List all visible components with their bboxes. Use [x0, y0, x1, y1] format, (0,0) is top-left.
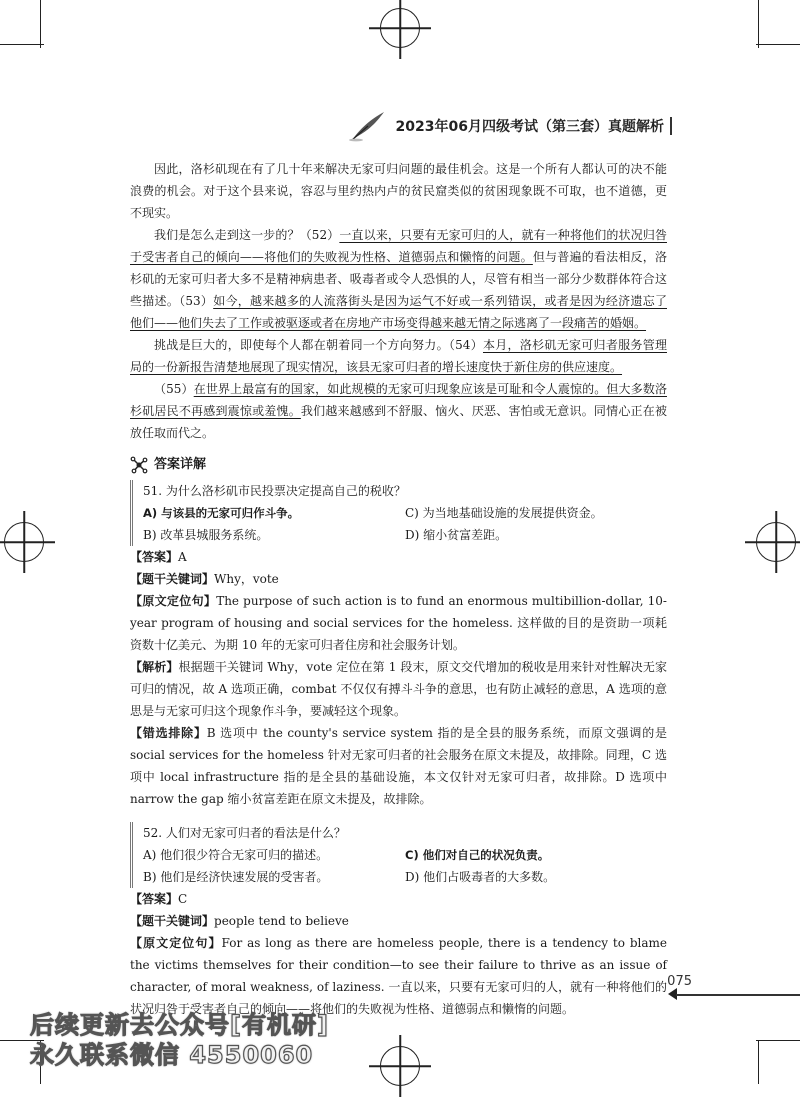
keyword-value: Why，vote	[214, 572, 279, 586]
analysis-label: 【解析】	[130, 660, 179, 674]
passage-paragraph: 因此，洛杉矶现在有了几十年来解决无家可归问题的最佳机会。这是一个所有人都认可的决不能浪费的机会。对于这个县来说，容忍与里约热内卢的贫民窟类似的贫困现象既不可取，也不道德，更不现实。	[130, 162, 667, 220]
locator-text: For as long as there are homeless people, there is a tendency to blame the victims themselves for their condition—to see their failure to thrive as an issue of character, of moral weakness, of laziness. 一直以来，只要有无家可归的人，就有一种将他们的状况归咎于受害者自己的倾向——将他们的失败视为性格、道德弱点和懒惰的问题。	[130, 936, 667, 1016]
options-grid	[143, 502, 667, 546]
crop-mark	[758, 1040, 759, 1084]
main-content	[130, 158, 667, 1020]
locator-label: 【原文定位句】	[130, 594, 217, 608]
keyword-line	[130, 568, 667, 590]
registration-mark	[756, 522, 796, 562]
question-stem: 52. 人们对无家可归者的看法是什么？	[143, 826, 346, 840]
keyword-line	[130, 910, 667, 932]
crop-mark	[40, 0, 41, 48]
option-d: D) 他们占吸毒者的大多数。	[405, 870, 556, 884]
header-title: 2023年06月四级考试（第三套）真题解析	[395, 119, 664, 135]
header-divider	[670, 117, 672, 135]
answer-label: 【答案】	[130, 550, 179, 564]
locator-text: The purpose of such action is to fund an enormous multibillion-dollar, 10-year program of housing and social services for the homeless. 这样做的目的是资助一项耗资数十亿美元、为期 10 年的无家可归者住房和社会服务计划。	[130, 594, 667, 652]
options-grid	[143, 844, 667, 888]
option-a: A) 他们很少符合无家可归的描述。	[143, 848, 329, 862]
exclusion-line	[130, 722, 667, 810]
analysis-text: 根据题干关键词 Why，vote 定位在第 1 段末，原文交代增加的税收是用来针对性解决无家可归的情况，故 A 选项正确，combat 不仅仅有搏斗斗争的意思，也有防止减轻的意思，A 选项的意思是与无家可归这个现象作斗争，要减轻这个现象。	[130, 660, 667, 718]
answer-line	[130, 546, 667, 568]
crop-mark	[756, 44, 800, 45]
option-d: D) 缩小贫富差距。	[405, 528, 508, 542]
option-c: C) 为当地基础设施的发展提供资金。	[405, 506, 603, 520]
locator-line	[130, 590, 667, 656]
keyword-label: 【题干关键词】	[130, 572, 215, 586]
question-52	[130, 822, 667, 888]
crop-mark	[758, 0, 759, 48]
passage-paragraph	[130, 378, 667, 444]
quill-pen-icon	[348, 110, 388, 142]
keyword-label: 【题干关键词】	[130, 914, 215, 928]
keyword-value: people tend to believe	[214, 914, 349, 928]
watermark	[30, 1010, 329, 1070]
passage-text: 但与普遍的看法相反，洛杉矶的无家可归者大多不是精神病患者、吸毒者或令人恐惧的人，尽管有相当一部分少数群体符合这些描述。（53）	[130, 250, 667, 308]
passage-paragraph	[130, 224, 667, 334]
section-heading	[130, 454, 667, 476]
page-header	[348, 110, 672, 142]
option-b: B) 他们是经济快速发展的受害者。	[143, 870, 329, 884]
watermark-line: 永久联系微信 4550060	[30, 1041, 314, 1069]
crop-mark	[0, 44, 44, 45]
passage-text: 挑战是巨大的，即使每个人都在朝着同一个方向努力。（54）	[154, 338, 483, 352]
watermark-line: 后续更新去公众号[有机研]	[30, 1011, 329, 1039]
question-stem: 51. 为什么洛杉矶市民投票决定提高自己的税收？	[143, 484, 406, 498]
underlined-sentence-52: 一直以来，只要有无家可归的人，就有一种将他们的状况归咎于受害者自己的倾向——将他们的失败视为性格、道德弱点和懒惰的问题。	[130, 228, 667, 264]
answer-label: 【答案】	[130, 892, 179, 906]
answer-value: A	[178, 550, 187, 564]
locator-label: 【原文定位句】	[130, 936, 222, 950]
analysis-line	[130, 656, 667, 722]
underlined-sentence-55: 在世界上最富有的国家，如此规模的无家可归现象应该是可耻和令人震惊的。但大多数洛杉矶居民不再感到震惊或羞愧。	[130, 382, 667, 418]
option-c: C) 他们对自己的状况负责。	[405, 848, 550, 862]
passage-text: 我们是怎么走到这一步的？（52）	[154, 228, 340, 242]
option-a: A) 与该县的无家可归作斗争。	[143, 506, 300, 520]
answer-value: C	[178, 892, 188, 906]
passage-text: 我们越来越感到不舒服、恼火、厌恶、害怕或无意识。同情心正在被放任取而代之。	[130, 404, 667, 440]
passage-paragraph	[130, 334, 667, 378]
molecule-icon	[130, 456, 148, 474]
footer-rule	[676, 994, 800, 996]
option-b: B) 改革县城服务系统。	[143, 528, 269, 542]
registration-mark	[380, 8, 420, 48]
page-number: 075	[667, 974, 692, 989]
locator-line	[130, 932, 667, 1020]
registration-mark	[380, 1046, 420, 1086]
exclusion-label: 【错选排除】	[130, 726, 207, 740]
passage-text: （55）	[154, 382, 194, 396]
underlined-sentence-54: 本月，洛杉矶无家可归者服务管理局的一份新报告清楚地展现了现实情况，该县无家可归者的增长速度快于新住房的供应速度。	[130, 338, 667, 374]
exclusion-text: B 选项中 the county's service system 指的是全县的服务系统，而原文强调的是 social services for the homeless 针对无家可归者的社会服务在原文未提及，故排除。同理，C 选项中 local infrastructure 指的是全县的基础设施，本文仅针对无家可归者，故排除。D 选项中 narrow the gap 缩小贫富差距在原文未提及，故排除。	[130, 726, 667, 806]
section-title: 答案详解	[154, 457, 207, 472]
registration-mark	[4, 522, 44, 562]
question-51	[130, 480, 667, 546]
crop-mark	[756, 1040, 800, 1041]
answer-line	[130, 888, 667, 910]
underlined-sentence-53: 如今，越来越多的人流落街头是因为运气不好或一系列错误，或者是因为经济遗忘了他们——他们失去了工作或被驱逐或者在房地产市场变得越来越无情之际逃离了一段痛苦的婚姻。	[130, 294, 667, 330]
